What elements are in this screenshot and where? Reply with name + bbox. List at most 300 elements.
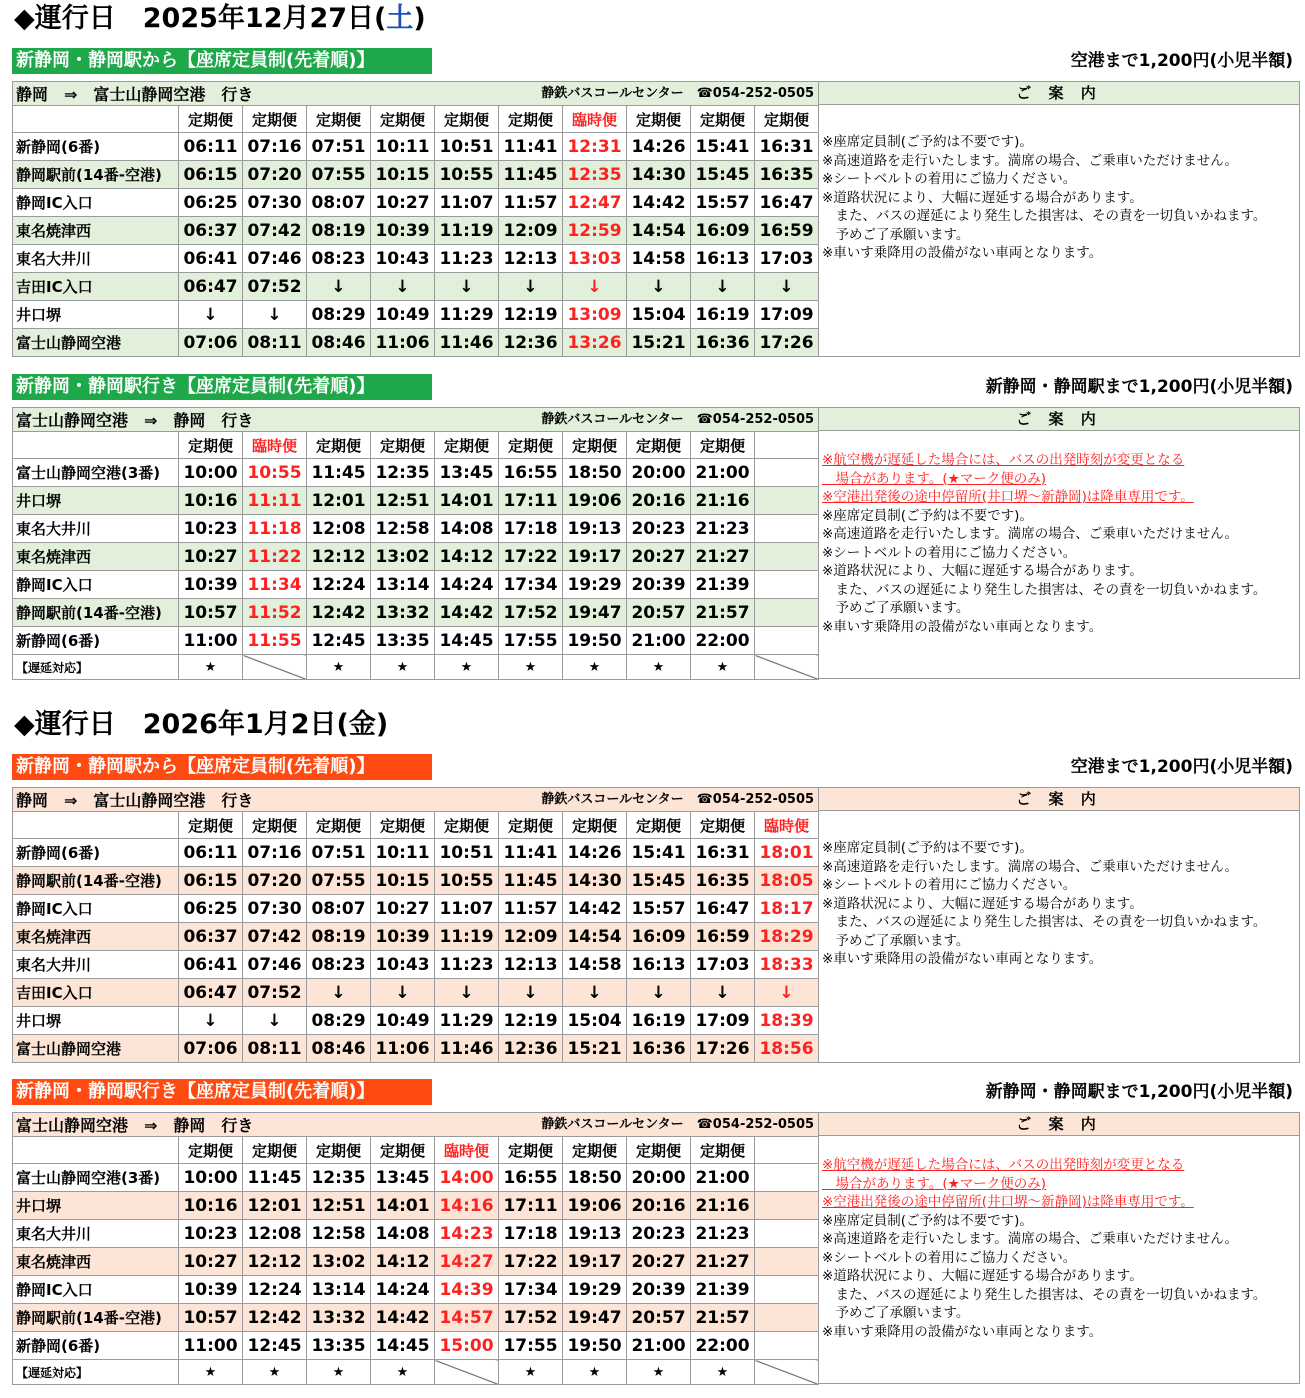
departure-time: ↓ <box>179 1007 243 1035</box>
departure-time: 12:42 <box>307 599 371 627</box>
guide-note: ※空港出発後の途中停留所(井口堺～新静岡)は降車専用です。 <box>822 1194 1194 1210</box>
guide-note: 予めご了承願います。 <box>822 600 970 616</box>
stop-name: 静岡IC入口 <box>13 189 179 217</box>
trip-type-header: 定期便 <box>371 432 435 459</box>
guide-note: また、バスの遅延により発生した損害は、その責を一切負いかねます。 <box>822 1286 1267 1303</box>
stop-name: 静岡IC入口 <box>13 571 179 599</box>
departure-time: 16:55 <box>499 459 563 487</box>
departure-time: 11:19 <box>435 923 499 951</box>
star-icon: ★ <box>563 1360 627 1385</box>
departure-time: 07:46 <box>243 245 307 273</box>
table-row <box>13 1276 819 1304</box>
departure-time: ↓ <box>307 979 371 1007</box>
departure-time: ↓ <box>435 273 499 301</box>
trip-type-header: 定期便 <box>563 1137 627 1164</box>
departure-time: 14:58 <box>627 245 691 273</box>
departure-time: 07:46 <box>243 951 307 979</box>
departure-time <box>755 571 819 599</box>
blank-cell <box>13 432 179 459</box>
departure-time: 22:00 <box>691 1332 755 1360</box>
departure-time: 21:16 <box>691 487 755 515</box>
stop-name: 東名大井川 <box>13 1220 179 1248</box>
stop-name: 富士山静岡空港(3番) <box>13 459 179 487</box>
guide-note: 予めご了承願います。 <box>822 932 970 949</box>
departure-time <box>755 487 819 515</box>
guide-header: ご 案 内 <box>819 82 1299 105</box>
guide-box <box>818 407 1300 679</box>
departure-time: ↓ <box>371 273 435 301</box>
guide-note: ※高速道路を走行いたします。満席の場合、ご乗車いただけません。 <box>822 526 1239 542</box>
departure-time: 11:23 <box>435 951 499 979</box>
fare-note: 空港まで1,200円(小児半額) <box>1070 51 1293 71</box>
stop-name: 東名焼津西 <box>13 1248 179 1276</box>
star-icon: ★ <box>179 1360 243 1385</box>
departure-time: 14:24 <box>371 1276 435 1304</box>
departure-time: 06:11 <box>179 839 243 867</box>
stop-name: 新静岡(6番) <box>13 133 179 161</box>
star-icon: ★ <box>179 655 243 680</box>
guide-note: また、バスの遅延により発生した損害は、その責を一切負いかねます。 <box>822 208 1267 224</box>
departure-time: 14:39 <box>435 1276 499 1304</box>
departure-time: 20:57 <box>627 1304 691 1332</box>
stop-name: 井口堺 <box>13 487 179 515</box>
departure-time: 21:00 <box>627 627 691 655</box>
departure-time: 10:57 <box>179 1304 243 1332</box>
departure-time: 10:51 <box>435 839 499 867</box>
route-title: 静岡 ⇒ 富士山静岡空港 行き <box>16 791 254 810</box>
trip-type-header: 定期便 <box>243 812 307 839</box>
stop-name: 井口堺 <box>13 1007 179 1035</box>
table-row <box>13 867 819 895</box>
departure-time: 12:47 <box>563 189 627 217</box>
blank-cell <box>13 1137 179 1164</box>
trip-type-header: 定期便 <box>627 432 691 459</box>
departure-time: 12:51 <box>307 1192 371 1220</box>
trip-type-header: 定期便 <box>371 1137 435 1164</box>
departure-time: 07:20 <box>243 867 307 895</box>
departure-time: 16:59 <box>691 923 755 951</box>
weekday: 土 <box>386 3 414 34</box>
departure-time: 12:36 <box>499 329 563 357</box>
departure-time: 12:35 <box>307 1164 371 1192</box>
departure-time: 10:00 <box>179 459 243 487</box>
departure-time: 10:49 <box>371 301 435 329</box>
stop-name: 静岡駅前(14番-空港) <box>13 599 179 627</box>
departure-time: 15:04 <box>563 1007 627 1035</box>
trip-type-header: 定期便 <box>179 812 243 839</box>
departure-time: ↓ <box>243 301 307 329</box>
departure-time: 10:57 <box>179 599 243 627</box>
departure-time: 20:23 <box>627 1220 691 1248</box>
departure-time <box>755 1304 819 1332</box>
departure-time: 06:37 <box>179 923 243 951</box>
departure-time: 18:01 <box>755 839 819 867</box>
guide-note: また、バスの遅延により発生した損害は、その責を一切負いかねます。 <box>822 914 1267 930</box>
departure-time: 14:01 <box>435 487 499 515</box>
departure-time: 07:55 <box>307 867 371 895</box>
trip-type-header: 定期便 <box>179 1137 243 1164</box>
departure-time: ↓ <box>627 273 691 301</box>
departure-time: 07:30 <box>243 895 307 923</box>
guide-note: 場合があります。(★マーク便のみ) <box>822 470 1047 487</box>
departure-time: 20:16 <box>627 1192 691 1220</box>
departure-time: 21:27 <box>691 1248 755 1276</box>
departure-time: 11:00 <box>179 1332 243 1360</box>
departure-time: 18:05 <box>755 867 819 895</box>
departure-time: 19:50 <box>563 1332 627 1360</box>
departure-time: 10:39 <box>371 217 435 245</box>
departure-time: 08:46 <box>307 1035 371 1063</box>
departure-time: 10:11 <box>371 133 435 161</box>
departure-time: 10:23 <box>179 515 243 543</box>
table-row <box>13 1304 819 1332</box>
departure-time: 07:06 <box>179 1035 243 1063</box>
departure-time: 12:51 <box>371 487 435 515</box>
guide-box <box>818 787 1300 1063</box>
table-row <box>13 459 819 487</box>
departure-time: 14:42 <box>563 895 627 923</box>
departure-time: 19:06 <box>563 1192 627 1220</box>
weekday: 金 <box>348 709 376 740</box>
departure-time: 13:35 <box>371 627 435 655</box>
guide-note: ※座席定員制(ご予約は不要です)。 <box>822 134 1033 150</box>
guide-note: ※道路状況により、大幅に遅延する場合があります。 <box>822 1268 1143 1284</box>
departure-time: 19:17 <box>563 1248 627 1276</box>
departure-time: 21:23 <box>691 1220 755 1248</box>
trip-type-header: 定期便 <box>435 106 499 133</box>
departure-time: 11:18 <box>243 515 307 543</box>
trip-type-header: 定期便 <box>435 432 499 459</box>
stop-name: 富士山静岡空港(3番) <box>13 1164 179 1192</box>
departure-time: 10:43 <box>371 951 435 979</box>
trip-type-header: 定期便 <box>563 432 627 459</box>
departure-time: 12:58 <box>371 515 435 543</box>
departure-time: 11:45 <box>499 161 563 189</box>
departure-time: 16:13 <box>627 951 691 979</box>
departure-time: 10:39 <box>179 571 243 599</box>
departure-time: 21:00 <box>627 1332 691 1360</box>
stop-name: 富士山静岡空港 <box>13 1035 179 1063</box>
departure-time: 12:01 <box>243 1192 307 1220</box>
trip-type-header: 定期便 <box>371 812 435 839</box>
departure-time: 11:52 <box>243 599 307 627</box>
route-banner: 新静岡・静岡駅から【座席定員制(先着順)】 <box>12 48 432 74</box>
departure-time: 12:08 <box>307 515 371 543</box>
table-row <box>13 487 819 515</box>
departure-time: 21:16 <box>691 1192 755 1220</box>
departure-time: 11:41 <box>499 133 563 161</box>
trip-type-header: 定期便 <box>371 106 435 133</box>
departure-time: 20:39 <box>627 1276 691 1304</box>
table-row <box>13 1035 819 1063</box>
departure-time: 10:27 <box>179 543 243 571</box>
stop-name: 吉田IC入口 <box>13 273 179 301</box>
departure-time: 19:06 <box>563 487 627 515</box>
departure-time <box>755 459 819 487</box>
departure-time: 14:42 <box>627 189 691 217</box>
day-title-end: ) <box>413 3 426 34</box>
table-row <box>13 329 819 357</box>
departure-time: 20:23 <box>627 515 691 543</box>
departure-time: 14:27 <box>435 1248 499 1276</box>
departure-time: 20:16 <box>627 487 691 515</box>
trip-type-header: 定期便 <box>179 432 243 459</box>
departure-time: 12:24 <box>243 1276 307 1304</box>
departure-time: ↓ <box>755 979 819 1007</box>
departure-time: 08:11 <box>243 329 307 357</box>
guide-note: ※車いす乗降用の設備がない車両となります。 <box>822 951 1103 967</box>
route-title: 富士山静岡空港 ⇒ 静岡 行き <box>16 1116 254 1135</box>
delay-label: 【遅延対応】 <box>13 1360 179 1385</box>
call-center: 静鉄バスコールセンター ☎054-252-0505 <box>541 1117 815 1132</box>
departure-time: 14:12 <box>371 1248 435 1276</box>
departure-time: 10:39 <box>371 923 435 951</box>
departure-time: 20:57 <box>627 599 691 627</box>
stop-name: 富士山静岡空港 <box>13 329 179 357</box>
departure-time: 07:52 <box>243 273 307 301</box>
table-row <box>13 1164 819 1192</box>
departure-time: 21:57 <box>691 1304 755 1332</box>
departure-time: ↓ <box>499 273 563 301</box>
table-row <box>13 1248 819 1276</box>
stop-name: 東名焼津西 <box>13 217 179 245</box>
departure-time: 21:39 <box>691 1276 755 1304</box>
departure-time <box>755 627 819 655</box>
trip-type-header: 定期便 <box>627 812 691 839</box>
departure-time: 16:47 <box>691 895 755 923</box>
departure-time <box>755 1220 819 1248</box>
departure-time <box>755 1164 819 1192</box>
departure-time: 14:08 <box>371 1220 435 1248</box>
departure-time: 10:39 <box>179 1276 243 1304</box>
departure-time: 11:06 <box>371 329 435 357</box>
blank-cell <box>13 106 179 133</box>
departure-time: 12:19 <box>499 301 563 329</box>
guide-note: ※高速道路を走行いたします。満席の場合、ご乗車いただけません。 <box>822 858 1239 875</box>
departure-time: 14:23 <box>435 1220 499 1248</box>
guide-box <box>818 1112 1300 1384</box>
departure-time: 17:09 <box>691 1007 755 1035</box>
stop-name: 東名焼津西 <box>13 543 179 571</box>
departure-time <box>755 1332 819 1360</box>
departure-time: 10:15 <box>371 867 435 895</box>
guide-note: ※シートベルトの着用にご協力ください。 <box>822 1249 1077 1266</box>
trip-type-header: 定期便 <box>563 812 627 839</box>
departure-time: 15:21 <box>627 329 691 357</box>
departure-time: 11:45 <box>307 459 371 487</box>
day-title-text: ◆運行日 2026年1月2日( <box>14 709 349 740</box>
trip-type-header: 定期便 <box>499 432 563 459</box>
stop-name: 井口堺 <box>13 301 179 329</box>
table-row <box>13 1332 819 1360</box>
trip-type-header: 定期便 <box>499 812 563 839</box>
trip-type-header: 臨時便 <box>755 812 819 839</box>
departure-time: 14:26 <box>563 839 627 867</box>
route-header <box>13 1113 819 1137</box>
departure-time: 10:27 <box>179 1248 243 1276</box>
departure-time: 08:19 <box>307 217 371 245</box>
departure-time: 14:54 <box>627 217 691 245</box>
timetable <box>12 81 819 357</box>
guide-note: また、バスの遅延により発生した損害は、その責を一切負いかねます。 <box>822 581 1267 598</box>
stop-name: 静岡IC入口 <box>13 1276 179 1304</box>
departure-time: 10:11 <box>371 839 435 867</box>
departure-time: 17:52 <box>499 1304 563 1332</box>
table-row <box>13 627 819 655</box>
day-title-1 <box>14 2 426 36</box>
day-title-end: ) <box>375 709 389 740</box>
star-icon: ★ <box>371 655 435 680</box>
departure-time: 15:00 <box>435 1332 499 1360</box>
departure-time: 06:47 <box>179 273 243 301</box>
departure-time: 17:09 <box>755 301 819 329</box>
departure-time: ↓ <box>243 1007 307 1035</box>
departure-time: 17:34 <box>499 571 563 599</box>
fare-note: 新静岡・静岡駅まで1,200円(小児半額) <box>985 1082 1293 1102</box>
stop-name: 新静岡(6番) <box>13 1332 179 1360</box>
departure-time: 21:00 <box>691 1164 755 1192</box>
departure-time: 16:31 <box>691 839 755 867</box>
departure-time: 13:26 <box>563 329 627 357</box>
route-title: 富士山静岡空港 ⇒ 静岡 行き <box>16 411 254 430</box>
departure-time: 19:50 <box>563 627 627 655</box>
table-row <box>13 923 819 951</box>
guide-note: 予めご了承願います。 <box>822 226 970 243</box>
trip-type-header: 定期便 <box>435 812 499 839</box>
departure-time: 16:13 <box>691 245 755 273</box>
trip-type-header: 定期便 <box>307 1137 371 1164</box>
departure-time: 12:45 <box>307 627 371 655</box>
departure-time: 17:22 <box>499 543 563 571</box>
departure-time: 08:11 <box>243 1035 307 1063</box>
table-row <box>13 245 819 273</box>
table-row <box>13 543 819 571</box>
departure-time: 17:52 <box>499 599 563 627</box>
departure-time: 07:51 <box>307 133 371 161</box>
departure-time: ↓ <box>179 301 243 329</box>
guide-header: ご 案 内 <box>819 788 1299 811</box>
departure-time: 18:56 <box>755 1035 819 1063</box>
stop-name: 静岡駅前(14番-空港) <box>13 161 179 189</box>
departure-time: 06:25 <box>179 895 243 923</box>
stop-name: 静岡駅前(14番-空港) <box>13 1304 179 1332</box>
guide-note: ※航空機が遅延した場合には、バスの出発時刻が変更となる <box>822 1157 1185 1173</box>
departure-time: ↓ <box>371 979 435 1007</box>
departure-time: 14:08 <box>435 515 499 543</box>
departure-time: 11:19 <box>435 217 499 245</box>
guide-note: 予めご了承願います。 <box>822 1305 970 1321</box>
guide-note: ※シートベルトの着用にご協力ください。 <box>822 877 1077 893</box>
departure-time: 17:11 <box>499 1192 563 1220</box>
departure-time: 15:57 <box>691 189 755 217</box>
trip-type-header: 定期便 <box>307 432 371 459</box>
departure-time: 16:09 <box>627 923 691 951</box>
departure-time <box>755 1276 819 1304</box>
departure-time: 08:07 <box>307 895 371 923</box>
departure-time: 14:00 <box>435 1164 499 1192</box>
day-title-2 <box>14 708 388 742</box>
table-row <box>13 217 819 245</box>
departure-time: 17:03 <box>691 951 755 979</box>
departure-time: 12:13 <box>499 245 563 273</box>
departure-time: 17:22 <box>499 1248 563 1276</box>
departure-time: 20:00 <box>627 1164 691 1192</box>
stop-name: 東名大井川 <box>13 951 179 979</box>
departure-time: 16:59 <box>755 217 819 245</box>
departure-time: 14:26 <box>627 133 691 161</box>
guide-note: ※シートベルトの着用にご協力ください。 <box>822 544 1077 561</box>
stop-name: 吉田IC入口 <box>13 979 179 1007</box>
departure-time: 16:31 <box>755 133 819 161</box>
departure-time: 21:57 <box>691 599 755 627</box>
departure-time: 12:13 <box>499 951 563 979</box>
departure-time: 13:14 <box>307 1276 371 1304</box>
departure-time: ↓ <box>755 273 819 301</box>
star-icon: ★ <box>307 1360 371 1385</box>
trip-type-header: 定期便 <box>627 106 691 133</box>
departure-time: 16:47 <box>755 189 819 217</box>
departure-time: 10:27 <box>371 895 435 923</box>
departure-time <box>755 1192 819 1220</box>
stop-name: 東名大井川 <box>13 515 179 543</box>
departure-time: 14:16 <box>435 1192 499 1220</box>
guide-note: ※高速道路を走行いたします。満席の場合、ご乗車いただけません。 <box>822 152 1239 169</box>
table-row <box>13 951 819 979</box>
guide-note: ※シートベルトの着用にご協力ください。 <box>822 171 1077 187</box>
departure-time: 15:04 <box>627 301 691 329</box>
departure-time: 13:35 <box>307 1332 371 1360</box>
departure-time: 22:00 <box>691 627 755 655</box>
star-icon: ★ <box>627 655 691 680</box>
guide-body <box>819 431 1299 636</box>
departure-time: 13:45 <box>435 459 499 487</box>
table-row <box>13 133 819 161</box>
departure-time: 11:45 <box>499 867 563 895</box>
departure-time <box>755 599 819 627</box>
departure-time <box>755 515 819 543</box>
departure-time: 14:45 <box>435 627 499 655</box>
trip-type-header: 定期便 <box>307 812 371 839</box>
day-title-text: ◆運行日 2025年12月27日( <box>14 3 387 34</box>
table-row <box>13 599 819 627</box>
departure-time: 12:09 <box>499 923 563 951</box>
table-row <box>13 895 819 923</box>
departure-time: 08:29 <box>307 301 371 329</box>
departure-time: 10:23 <box>179 1220 243 1248</box>
trip-type-header <box>755 1137 819 1164</box>
route-title: 静岡 ⇒ 富士山静岡空港 行き <box>16 85 254 104</box>
departure-time: 17:18 <box>499 515 563 543</box>
table-row <box>13 273 819 301</box>
departure-time: 17:18 <box>499 1220 563 1248</box>
departure-time: 11:23 <box>435 245 499 273</box>
departure-time: ↓ <box>627 979 691 1007</box>
trip-type-header: 定期便 <box>691 812 755 839</box>
departure-time: 08:07 <box>307 189 371 217</box>
stop-name: 新静岡(6番) <box>13 839 179 867</box>
trip-type-header: 定期便 <box>179 106 243 133</box>
departure-time: 12:35 <box>563 161 627 189</box>
star-icon: ★ <box>243 1360 307 1385</box>
departure-time: 13:45 <box>371 1164 435 1192</box>
departure-time: 06:47 <box>179 979 243 1007</box>
departure-time: 21:23 <box>691 515 755 543</box>
departure-time: 18:17 <box>755 895 819 923</box>
table-row <box>13 301 819 329</box>
departure-time: 12:01 <box>307 487 371 515</box>
call-center: 静鉄バスコールセンター ☎054-252-0505 <box>541 792 815 807</box>
departure-time: 14:30 <box>563 867 627 895</box>
